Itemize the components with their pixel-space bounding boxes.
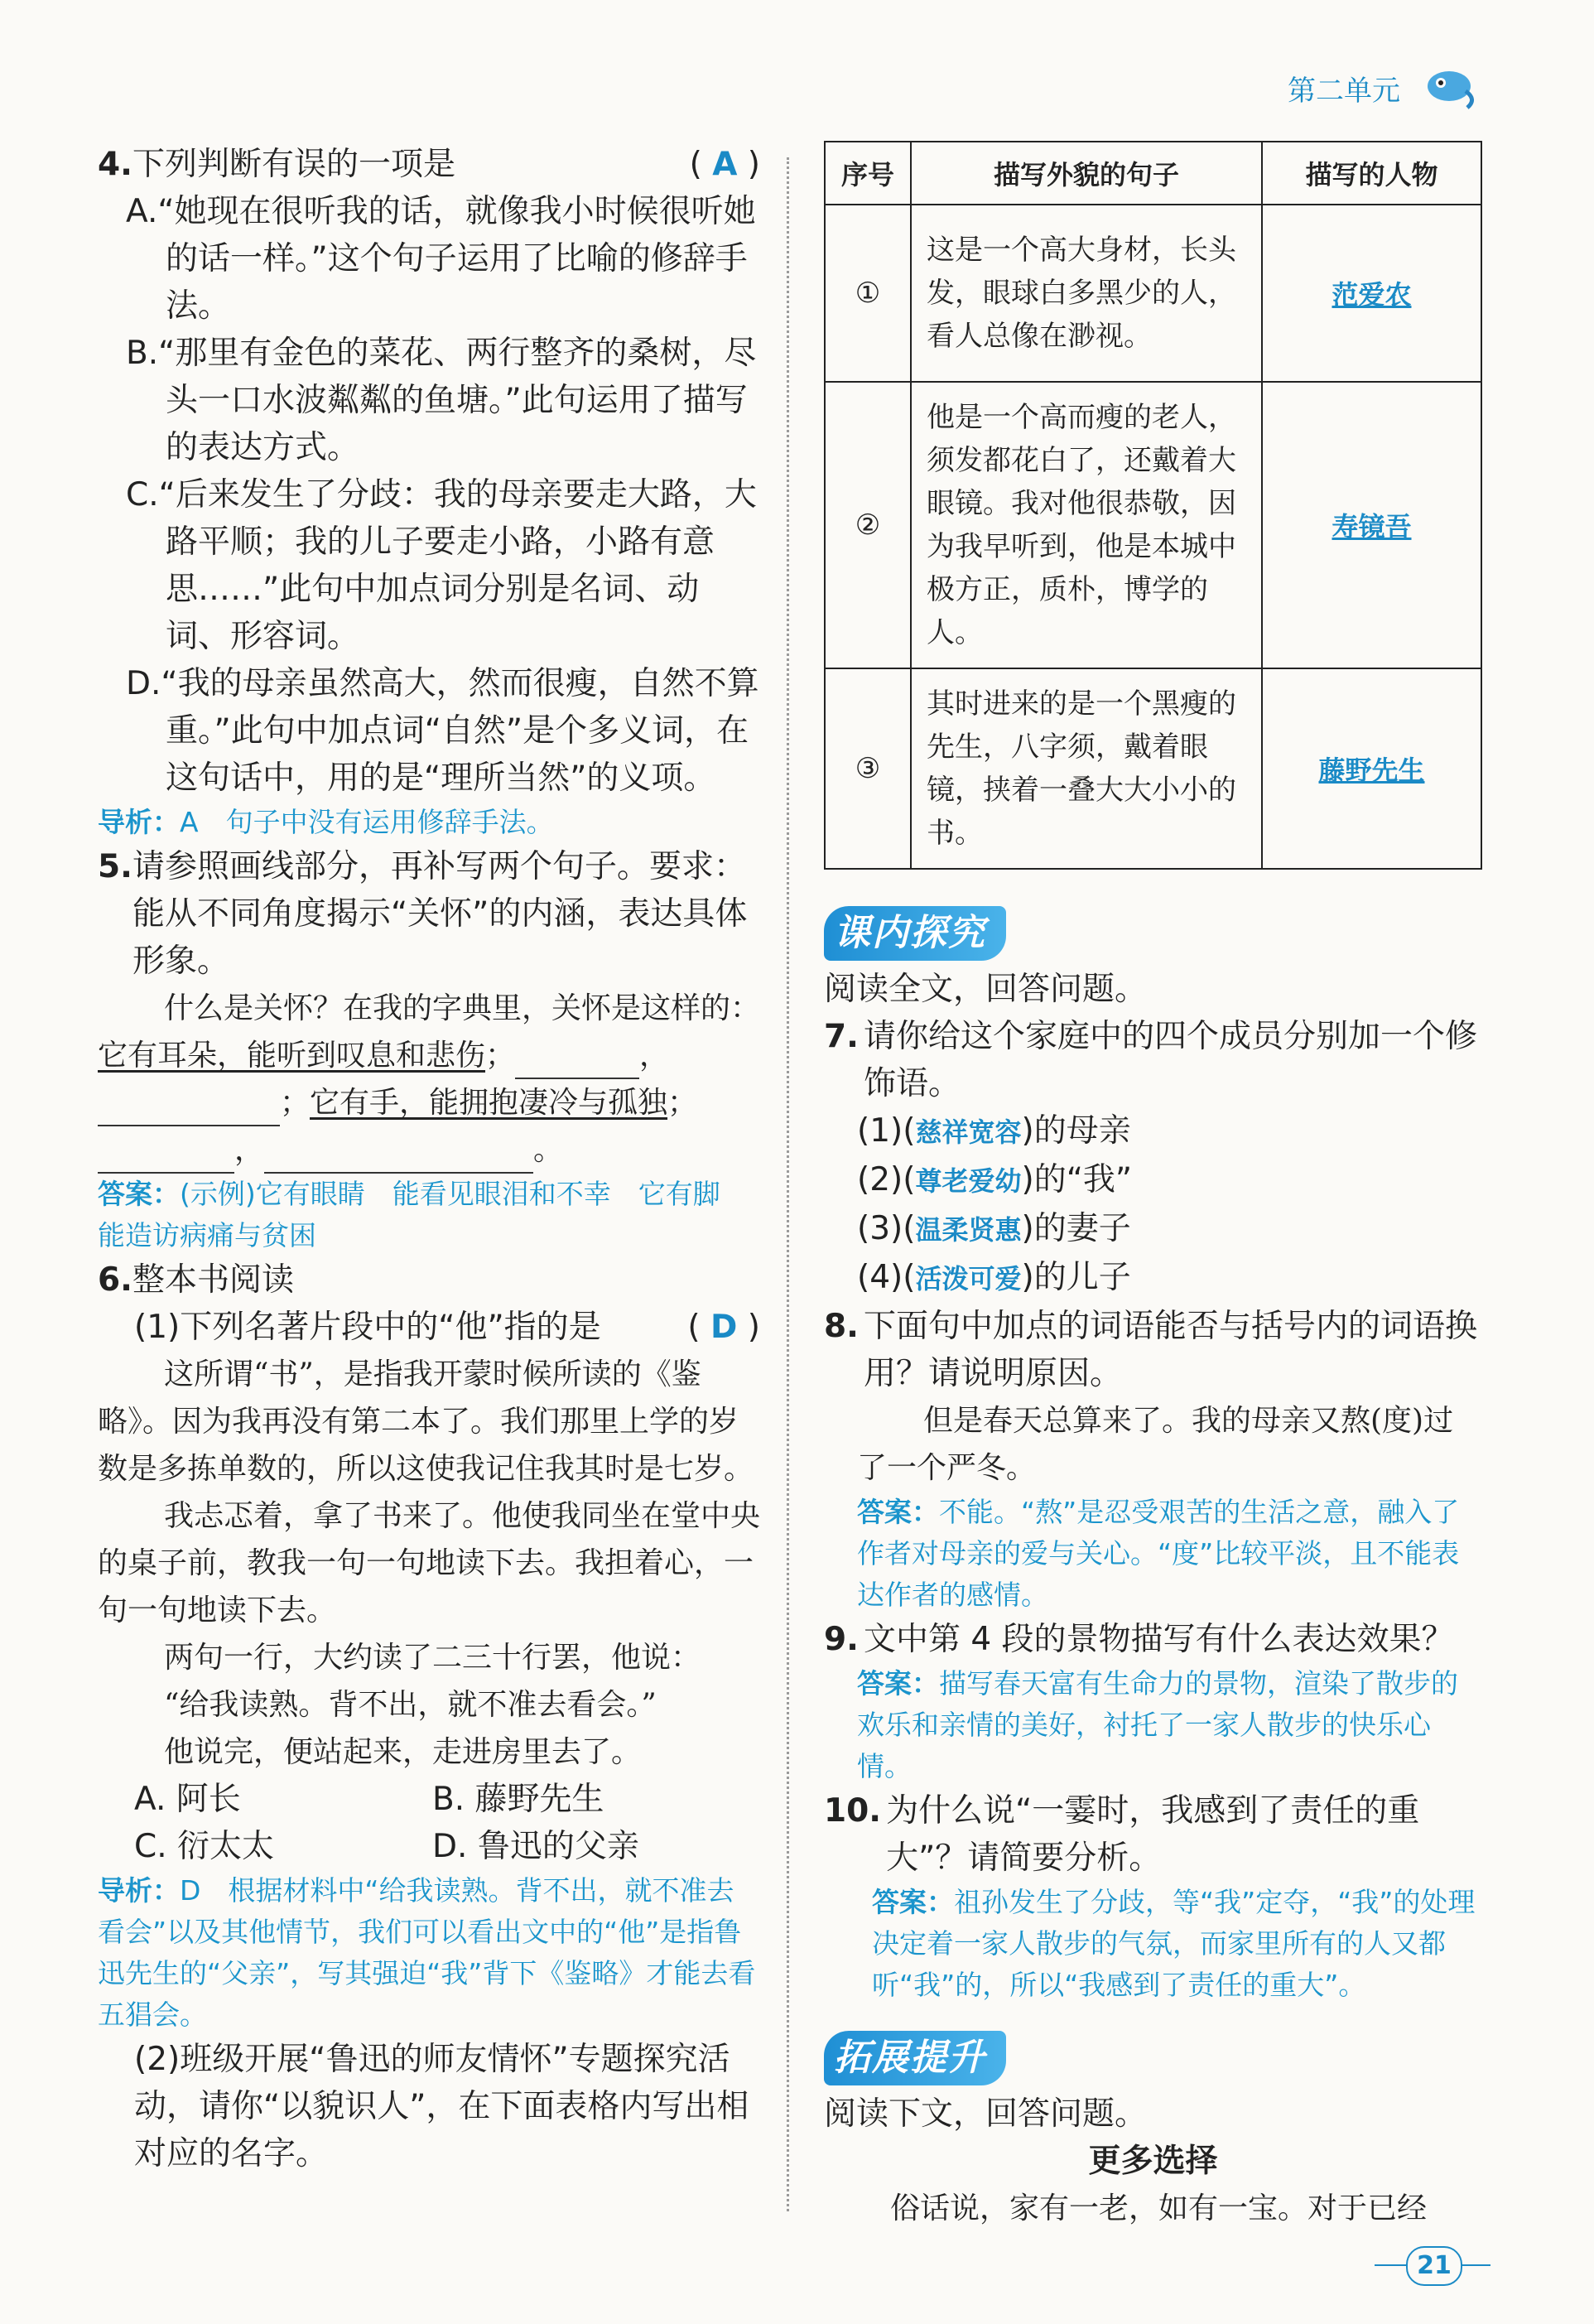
q4-analysis: 导析：A 句子中没有运用修辞手法。 (98, 806, 554, 838)
q10-answer: 答案：祖孙发生了分歧，等“我”定夺，“我”的处理决定着一家人散步的气氛，而家里所有的人又都听“我”的，所以“我感到了责任的重大”。 (872, 1886, 1476, 2001)
chameleon-icon (1423, 61, 1481, 111)
q6-sub2: (2)班级开展“鲁迅的师友情怀”专题探究活动，请你“以貌识人”，在下面表格内写出相对应的名字。 (134, 2041, 749, 2172)
page-number-box (1375, 2246, 1490, 2283)
q4-option-a: A.“她现在很听我的话，就像我小时候很听她的话一样。”这个句子运用了比喻的修辞手法。 (126, 193, 756, 325)
question-8-stem: 8. 下面句中加点的词语能否与括号内的词语换用？请说明原因。 (824, 1308, 1477, 1392)
page-number: 21 (1406, 2246, 1462, 2286)
question-10-stem: 10. 为什么说“一霎时，我感到了责任的重大”？请简要分析。 (824, 1792, 1420, 1877)
q5-blank-2[interactable] (98, 1092, 280, 1126)
list-item: (1)(慈祥宽容)的母亲 (857, 1112, 1131, 1150)
right-column (824, 141, 1482, 2232)
intro-in-class: 阅读全文，回答问题。 (824, 971, 1148, 1008)
q8-quote: 但是春天总算来了。我的母亲又熬(度)过了一个严冬。 (857, 1404, 1454, 1485)
q5-blank-1[interactable] (515, 1044, 639, 1079)
q4-answer: A (712, 146, 738, 183)
q6-answer: D (710, 1309, 738, 1346)
table-row: ③ 其时进来的是一个黑瘦的先生，八字须，戴着眼镜，挟着一叠大大小小的书。 藤野先生 (825, 668, 1481, 869)
q4-option-b: B.“那里有金色的菜花、两行整齐的桑树，尽头一口水波粼粼的鱼塘。”此句运用了描写的表达方式。 (126, 335, 757, 466)
q5-blank-4[interactable] (264, 1139, 533, 1174)
section-banner-extension: 拓展提升 (824, 2031, 1006, 2085)
q4-option-c: C.“后来发生了分歧：我的母亲要走大路，大路平顺；我的儿子要走小路，小路有意思……”此句中加点词分别是名词、动词、形容词。 (126, 476, 757, 655)
q7-items (824, 1107, 1482, 1303)
question-9-stem: 9. 文中第 4 段的景物描写有什么表达效果？ (824, 1621, 1454, 1658)
list-item: (2)(尊老爱幼)的“我” (857, 1161, 1133, 1198)
question-5-stem: 5. 请参照画线部分，再补写两个句子。要求：能从不同角度揭示“关怀”的内涵，表达具体形象。 (98, 848, 748, 980)
q5-prompt: 什么是关怀？在我的字典里，关怀是这样的：它有耳朵，能听到叹息和悲伤； ， ；它有手，能拥抱凄冷与孤独； ， 。 (98, 985, 760, 1174)
q8-answer: 答案：不能。“熬”是忍受艰苦的生活之意，融入了作者对母亲的爱与关心。“度”比较平淡，且不能表达作者的感情。 (857, 1496, 1460, 1611)
unit-label: 第二单元 (1288, 75, 1400, 108)
passage-first-line: 俗话说，家有一老，如有一宝。对于已经 (890, 2191, 1428, 2225)
list-item: (4)(活泼可爱)的儿子 (857, 1259, 1131, 1296)
q4-option-d: D.“我的母亲虽然高大，然而很瘦，自然不算重。”此句中加点词“自然”是个多义词，在这句话中，用的是“理所当然”的义项。 (126, 665, 759, 797)
question-7-stem: 7. 请你给这个家庭中的四个成员分别加一个修饰语。 (824, 1018, 1477, 1102)
question-6-stem: 6. 整本书阅读 (98, 1261, 294, 1299)
q9-answer: 答案：描写春天富有生命力的景物，渲染了散步的欢乐和亲情的美好，衬托了一家人散步的快乐心情。 (857, 1667, 1458, 1782)
section-banner-in-class: 课内探究 (824, 906, 1006, 961)
passage-title: 更多选择 (1088, 2143, 1218, 2180)
left-column (98, 141, 760, 2177)
table-header-person: 描写的人物 (1262, 142, 1481, 205)
intro-extension: 阅读下文，回答问题。 (824, 2095, 1148, 2133)
table-header-no: 序号 (825, 142, 911, 205)
table-row: ① 这是一个高大身材，长头发，眼球白多黑少的人，看人总像在渺视。 范爱农 (825, 205, 1481, 382)
q6-passage: 这所谓“书”，是指我开蒙时候所读的《鉴略》。因为我再没有第二本了。我们那里上学的岁数是多拣单数的，所以这使我记住我其时是七岁。 我忐忑着，拿了书来了。他使我同坐在堂中央的桌子前，教我一句一句地读下去。我担着心，一句一句地读下去。 两句一行，大约读了二三十行罢，他说： “给我读熟。背不出，就不准去看会。” 他说完，便站起来，走进房里去了。 (98, 1357, 761, 1769)
table-header-sentence: 描写外貌的句子 (911, 142, 1262, 205)
appearance-table (824, 141, 1482, 870)
list-item: (3)(温柔贤惠)的妻子 (857, 1210, 1131, 1247)
q6-choices: A. 阿长 B. 藤野先生 C. 衍太太 D. 鲁迅的父亲 (134, 1781, 639, 1865)
q6-analysis: 导析：D 根据材料中“给我读熟。背不出，就不准去看会”以及其他情节，我们可以看出文中的“他”是指鲁迅先生的“父亲”，写其强迫“我”背下《鉴略》才能去看五猖会。 (98, 1874, 756, 2031)
q6-sub1: (1)下列名著片段中的“他”指的是 ( D ) (134, 1309, 760, 1346)
q5-answer: 答案：(示例)它有眼睛 能看见眼泪和不幸 它有脚 能造访病痛与贫困 (98, 1178, 748, 1251)
q5-blank-3[interactable] (98, 1139, 234, 1174)
question-4-stem: 4. 下列判断有误的一项是 ( A ) (98, 146, 760, 183)
column-divider (787, 157, 789, 2211)
table-row: ② 他是一个高而瘦的老人，须发都花白了，还戴着大眼镜。我对他很恭敬，因为我早听到，他是本城中极方正，质朴，博学的人。 寿镜吾 (825, 382, 1481, 668)
